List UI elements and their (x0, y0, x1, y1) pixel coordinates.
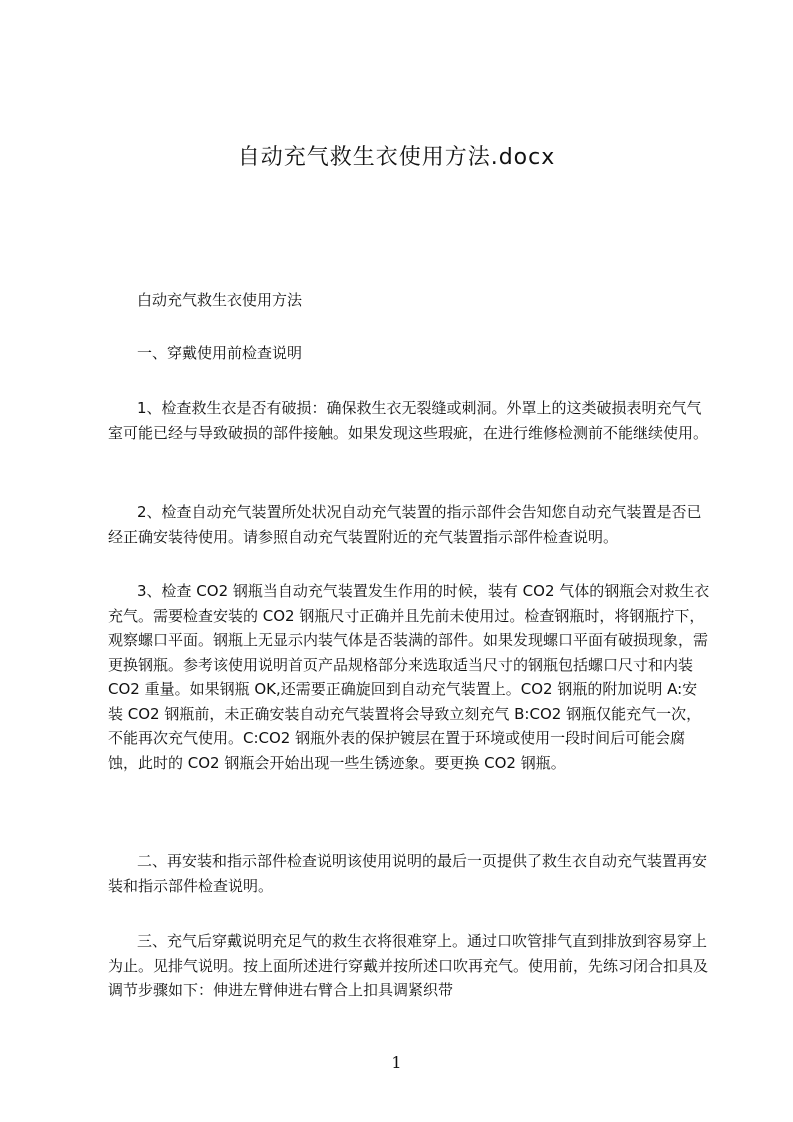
paragraph-2: 2、检查自动充气装置所处状况自动充气装置的指示部件会告知您自动充气装置是否已经正确安装待使用。请参照自动充气装置附近的充气装置指示部件检查说明。 (108, 503, 702, 546)
paragraph-5: 三、充气后穿戴说明充足气的救生衣将很难穿上。通过口吹管排气直到排放到容易穿上为止。见排气说明。按上面所述进行穿戴并按所述口吹再充气。使用前，先练习闭合扣具及调节步骤如下：伸进左臂伸进右臂合上扣具调紧织带 (108, 932, 709, 999)
document-title: 自动充气救生衣使用方法.docx (237, 145, 556, 170)
section-heading: 一、穿戴使用前检查说明 (137, 344, 303, 362)
paragraph-1: 1、检查救生衣是否有破损：确保救生衣无裂缝或刺洞。外罩上的这类破损表明充气气室可能已经与导致破损的部件接触。如果发现这些瑕疵，在进行维修检测前不能继续使用。 (108, 399, 709, 442)
page-number: 1 (391, 1053, 402, 1072)
document-subtitle: 白动充气救生衣使用方法 (137, 291, 303, 309)
paragraph-4: 二、再安装和指示部件检查说明该使用说明的最后一页提供了救生衣自动充气装置再安装和指示部件检查说明。 (108, 852, 708, 895)
paragraph-3: 3、检查 CO2 钢瓶当自动充气装置发生作用的时候，装有 CO2 气体的钢瓶会对救生衣充气。需要检查安装的 CO2 钢瓶尺寸正确并且先前未使用过。检查钢瓶时，将钢瓶拧下，观察螺口平面。钢瓶上无显示内装气体是否装满的部件。如果发现螺口平面有破损现象，需更换钢瓶。参考该使用说明首页产品规格部分来选取适当尺寸的钢瓶包括螺口尺寸和内装 CO2 重量。如果钢瓶 OK,还需要正确旋回到自动充气装置上。CO2 钢瓶的附加说明 A:安装 CO2 钢瓶前，未正确安装自动充气装置将会导致立刻充气 B:CO2 钢瓶仅能充气一次，不能再次充气使用。C:CO2 钢瓶外表的保护镀层在置于环境或使用一段时间后可能会腐蚀，此时的 CO2 钢瓶会开始出现一些生锈迹象。要更换 CO2 钢瓶。 (108, 582, 710, 772)
